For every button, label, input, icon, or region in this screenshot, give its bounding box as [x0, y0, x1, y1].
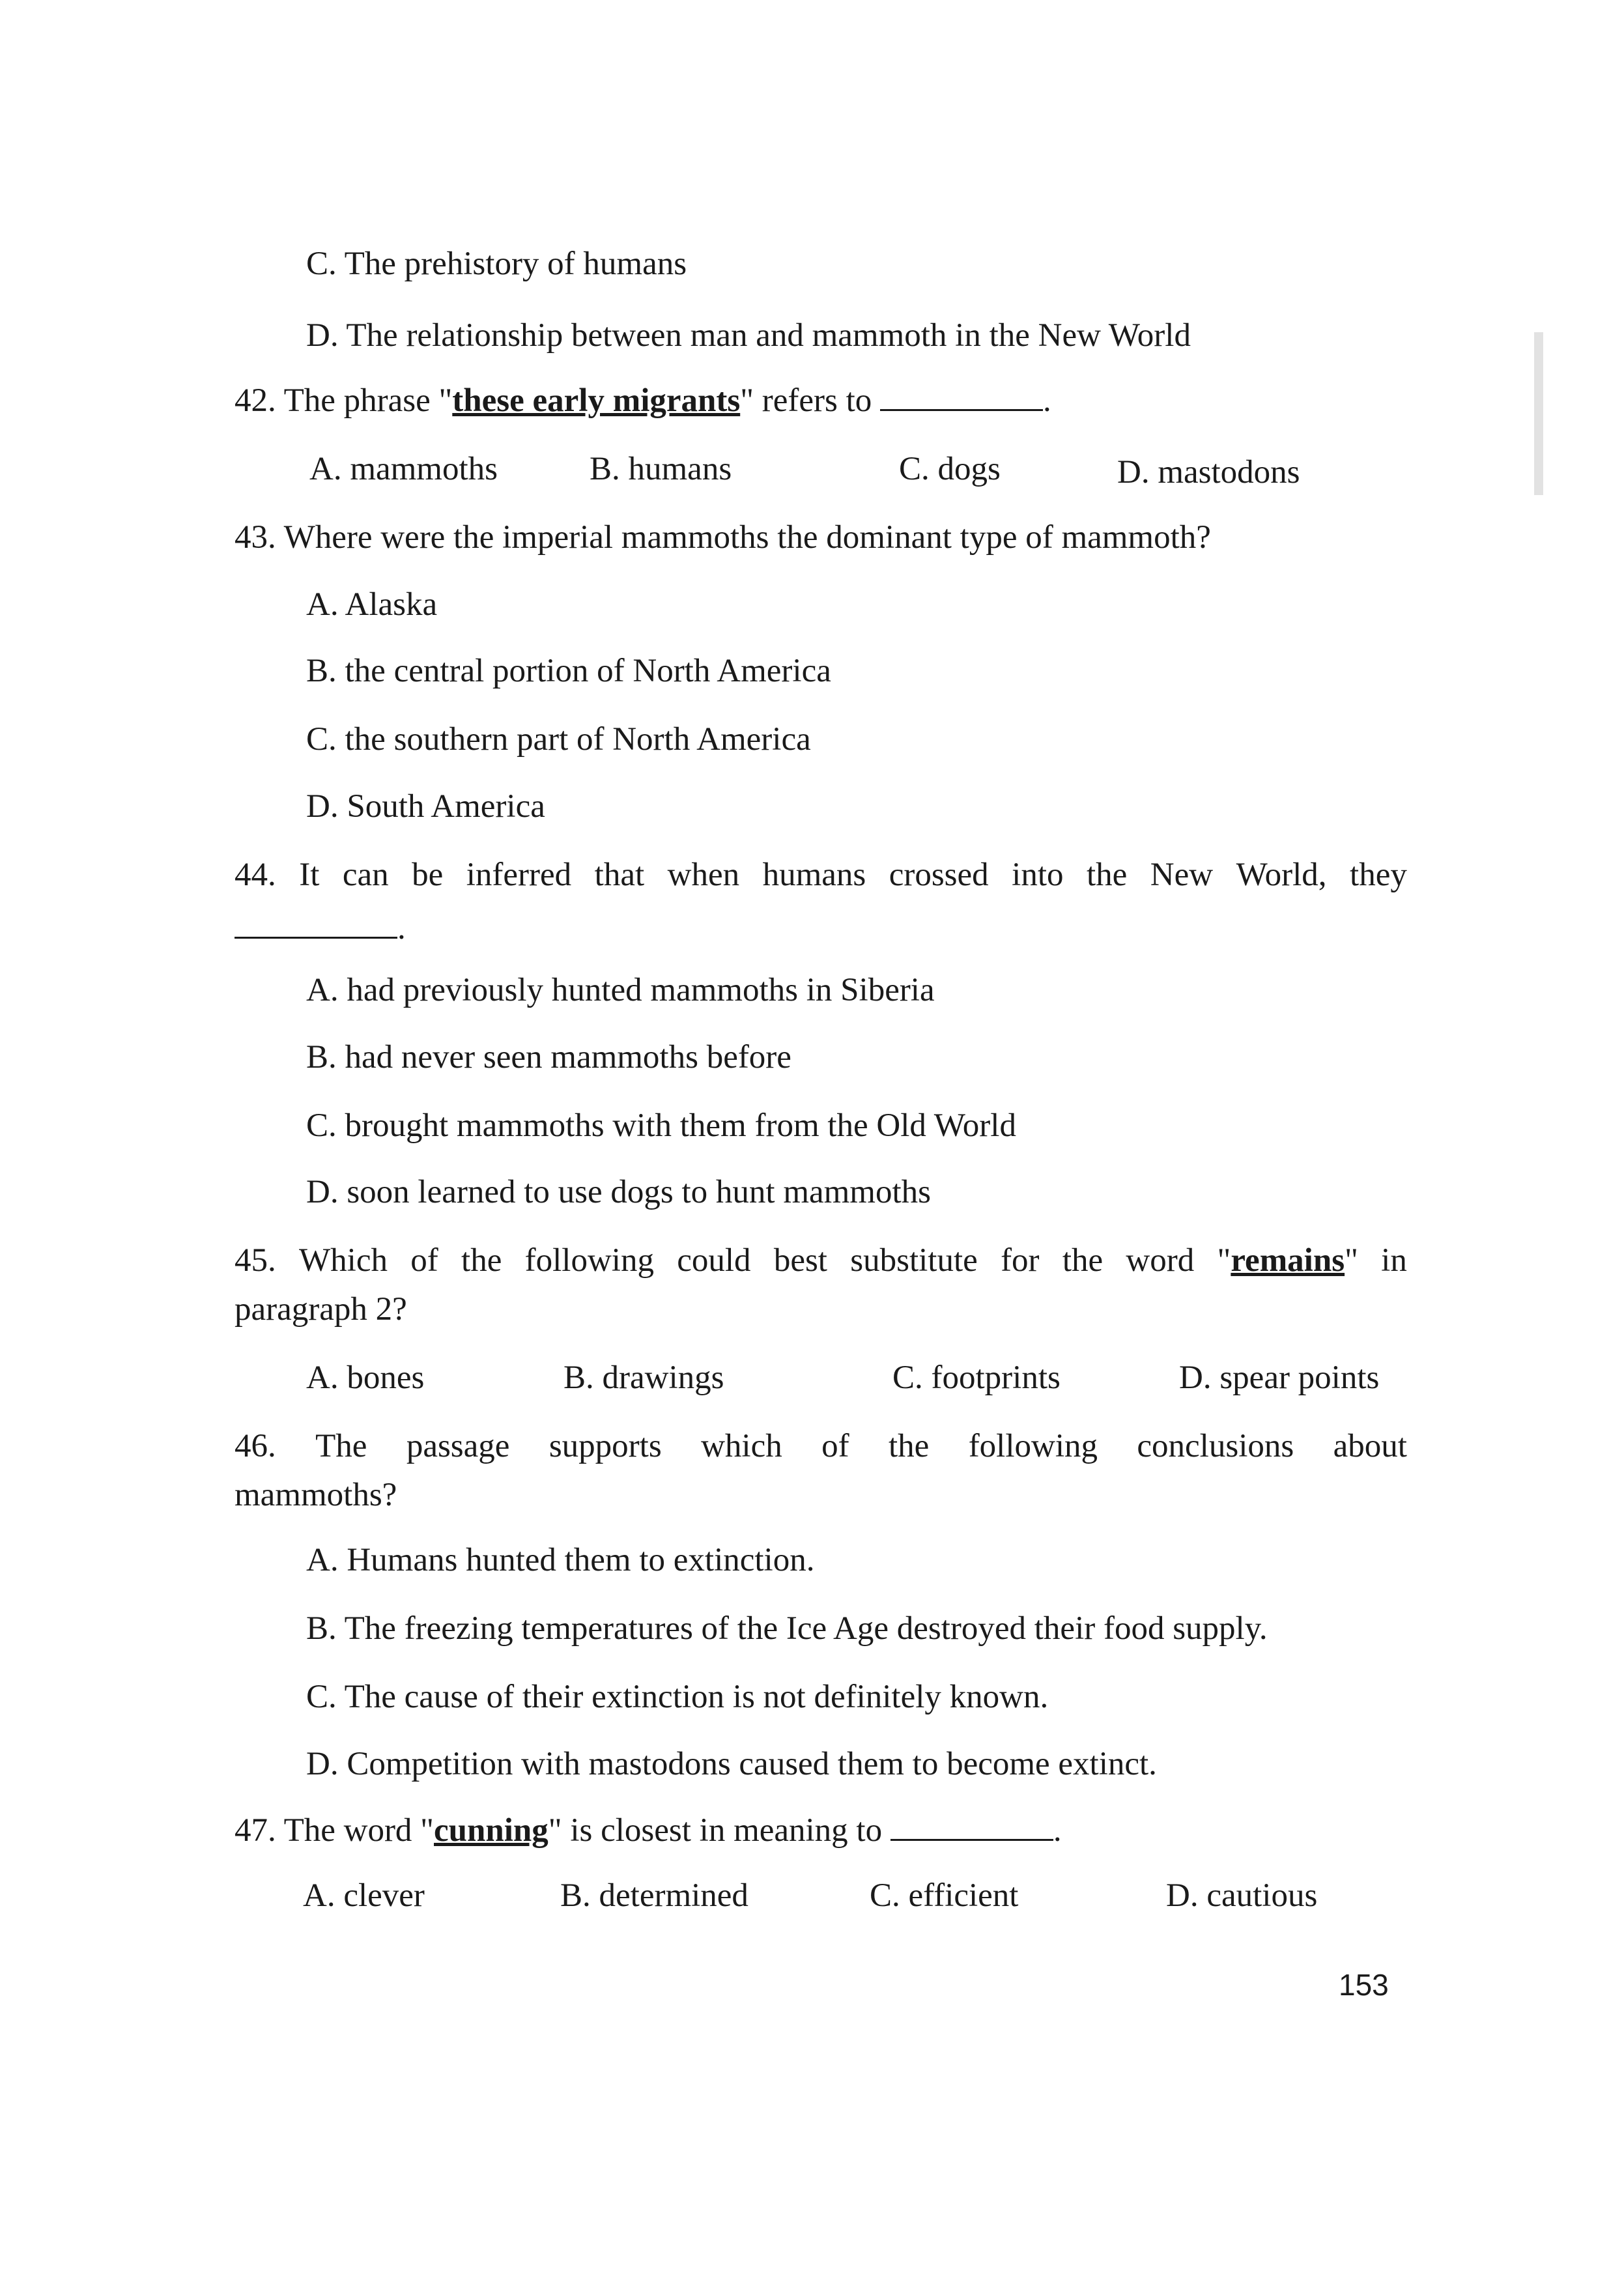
q46-stem	[235, 1427, 1407, 1466]
q42-option-d: D. mastodons	[1117, 454, 1300, 491]
q44-option-b: B. had never seen mammoths before	[306, 1039, 791, 1075]
q45-keyword: remains	[1231, 1242, 1345, 1279]
q44-word: be	[412, 857, 444, 893]
q45-word: in	[1381, 1242, 1407, 1279]
q47-option-c: C. efficient	[870, 1877, 1019, 1914]
q46-option-a: A. Humans hunted them to extinction.	[306, 1542, 815, 1578]
q44-word: the	[1086, 857, 1128, 893]
q46-word: supports	[548, 1428, 662, 1464]
scan-edge-shadow	[1534, 332, 1543, 495]
q45-word: of	[410, 1242, 438, 1279]
q45-word: 45.	[235, 1242, 276, 1279]
q42-option-b: B. humans	[590, 451, 732, 487]
q46-word: the	[888, 1428, 930, 1464]
q46-word: about	[1333, 1428, 1407, 1464]
q45-word: word	[1126, 1242, 1195, 1279]
q42-answer-blank	[880, 382, 1043, 411]
q47-option-d: D. cautious	[1166, 1877, 1318, 1914]
q42-stem-start: 42. The phrase "	[235, 382, 453, 419]
q43-stem: 43. Where were the imperial mammoths the dominant type of mammoth?	[235, 519, 1211, 556]
q44-word: into	[1012, 857, 1064, 893]
q47-answer-blank	[890, 1812, 1053, 1841]
q44-option-a: A. had previously hunted mammoths in Siberia	[306, 972, 935, 1008]
q41-option-d: D. The relationship between man and mammoth in the New World	[306, 317, 1191, 354]
q44-answer-blank	[235, 909, 397, 939]
q45-option-d: D. spear points	[1179, 1359, 1380, 1396]
q44-option-c: C. brought mammoths with them from the Old World	[306, 1107, 1016, 1144]
q42-stem-end: " refers to	[740, 382, 872, 419]
q43-option-a: A. Alaska	[306, 586, 438, 623]
q45-word: for	[1001, 1242, 1040, 1279]
q43-option-b: B. the central portion of North America	[306, 653, 831, 689]
q44-stem	[235, 855, 1407, 894]
q45-word: the	[461, 1242, 502, 1279]
q45-option-b: B. drawings	[563, 1359, 724, 1396]
q47-option-b: B. determined	[560, 1877, 748, 1914]
page-number: 153	[1339, 1968, 1389, 2002]
q45-word: following	[524, 1242, 654, 1279]
q46-word: of	[821, 1428, 849, 1464]
q46-word: which	[701, 1428, 782, 1464]
q44-word: when	[667, 857, 740, 893]
q44-option-d: D. soon learned to use dogs to hunt mammoths	[306, 1174, 931, 1210]
q46-stem-line2: mammoths?	[235, 1477, 397, 1513]
q46-word: 46.	[235, 1428, 276, 1464]
q44-word: can	[342, 857, 389, 893]
q42-keyword: these early migrants	[452, 382, 741, 419]
q44-word: that	[594, 857, 645, 893]
q44-word: they	[1350, 857, 1407, 893]
q46-word: following	[968, 1428, 1098, 1464]
q45-word: the	[1062, 1242, 1104, 1279]
q44-blank-line: .	[235, 909, 406, 948]
q44-word: World,	[1236, 857, 1327, 893]
q47-stem: 47. The word "cunning" is closest in meaning to .	[235, 1812, 1062, 1849]
q44-word: 44.	[235, 857, 276, 893]
q42-stem: 42. The phrase "these early migrants" refers to .	[235, 382, 1051, 419]
q46-option-b: B. The freezing temperatures of the Ice Age destroyed their food supply.	[306, 1610, 1268, 1647]
q45-word: best	[773, 1242, 827, 1279]
q47-stem-end: " is closest in meaning to	[548, 1812, 883, 1849]
q45-option-c: C. footprints	[892, 1359, 1061, 1396]
q46-option-c: C. The cause of their extinction is not definitely known.	[306, 1679, 1049, 1715]
q44-word: It	[299, 857, 320, 893]
q45-option-a: A. bones	[306, 1359, 425, 1396]
q45-word: substitute	[850, 1242, 978, 1279]
q43-option-d: D. South America	[306, 788, 545, 825]
q44-word: inferred	[466, 857, 572, 893]
q47-keyword: cunning	[434, 1812, 548, 1849]
q45-stem-line2: paragraph 2?	[235, 1291, 407, 1328]
q47-option-a: A. clever	[303, 1877, 425, 1914]
q47-stem-start: 47. The word "	[235, 1812, 434, 1849]
q45-keyword-quoted: "remains"	[1217, 1242, 1358, 1279]
q43-option-c: C. the southern part of North America	[306, 721, 811, 758]
q42-option-c: C. dogs	[899, 451, 1001, 487]
q46-word: The	[315, 1428, 367, 1464]
q44-word: crossed	[889, 857, 989, 893]
q44-word: New	[1150, 857, 1214, 893]
q45-stem	[235, 1241, 1407, 1280]
q44-word: humans	[762, 857, 866, 893]
q45-word: Which	[299, 1242, 388, 1279]
q45-word: could	[677, 1242, 751, 1279]
q41-option-c: C. The prehistory of humans	[306, 246, 687, 282]
q46-word: passage	[406, 1428, 510, 1464]
q46-option-d: D. Competition with mastodons caused them to become extinct.	[306, 1746, 1157, 1782]
q46-word: conclusions	[1137, 1428, 1294, 1464]
q42-option-a: A. mammoths	[309, 451, 498, 487]
